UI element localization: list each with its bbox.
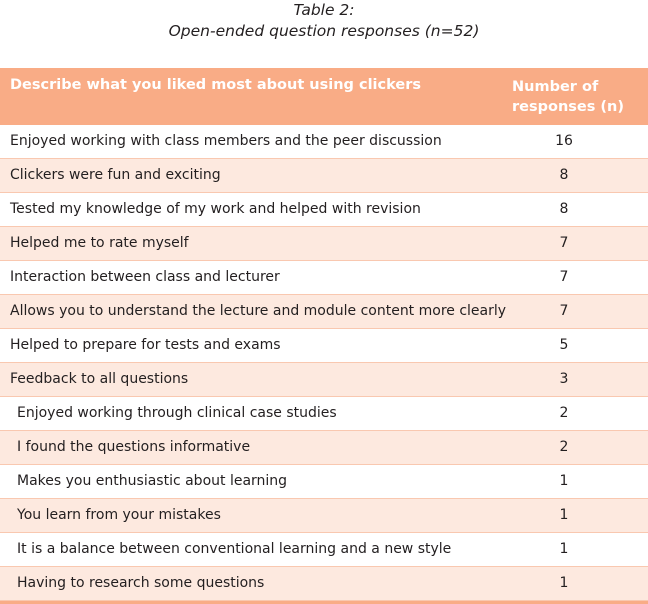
count-column-header — [512, 77, 624, 117]
row-count: 2 — [559, 405, 569, 421]
row-description: Tested my knowledge of my work and helped with revision — [10, 201, 421, 217]
row-description: Makes you enthusiastic about learning — [17, 473, 288, 489]
table-row — [0, 295, 648, 329]
row-count: 8 — [559, 167, 569, 183]
row-description: Clickers were fun and exciting — [10, 167, 221, 183]
responses-table — [0, 68, 648, 604]
row-count: 16 — [555, 133, 573, 149]
row-description: Enjoyed working through clinical case studies — [17, 405, 337, 421]
row-count: 7 — [559, 269, 569, 285]
row-count: 7 — [559, 303, 569, 319]
table-row — [0, 227, 648, 261]
table-row — [0, 329, 648, 363]
count-header-line2: responses (n) — [512, 99, 624, 115]
row-count: 8 — [559, 201, 569, 217]
table-row — [0, 125, 648, 159]
row-description: Allows you to understand the lecture and module content more clearly — [10, 303, 507, 319]
row-description: Feedback to all questions — [10, 371, 189, 387]
table-row — [0, 567, 648, 601]
table-row — [0, 465, 648, 499]
table-row — [0, 397, 648, 431]
table-row — [0, 159, 648, 193]
table-label: Table 2: — [293, 1, 355, 19]
table-row — [0, 533, 648, 567]
row-description: Enjoyed working with class members and the peer discussion — [10, 133, 442, 149]
row-count: 1 — [559, 473, 569, 489]
row-count: 7 — [559, 235, 569, 251]
row-count: 2 — [559, 439, 569, 455]
row-count: 1 — [559, 541, 569, 557]
table-row — [0, 363, 648, 397]
table-row — [0, 499, 648, 533]
table-row — [0, 431, 648, 465]
row-description: I found the questions informative — [17, 439, 251, 455]
row-count: 1 — [559, 507, 569, 523]
row-count: 5 — [559, 337, 569, 353]
count-header-line1: Number of — [512, 79, 599, 95]
row-count: 3 — [559, 371, 569, 387]
table-title: Open-ended question responses (n=52) — [168, 22, 480, 40]
row-description: Helped me to rate myself — [10, 235, 189, 251]
row-description: You learn from your mistakes — [17, 507, 221, 523]
row-count: 1 — [559, 575, 569, 591]
table-row — [0, 261, 648, 295]
description-column-header: Describe what you liked most about using clickers — [10, 77, 421, 93]
table-row — [0, 193, 648, 227]
row-description: It is a balance between conventional learning and a new style — [17, 541, 452, 557]
row-description: Helped to prepare for tests and exams — [10, 337, 281, 353]
table-header — [0, 68, 648, 125]
row-description: Interaction between class and lecturer — [10, 269, 280, 285]
row-description: Having to research some questions — [17, 575, 265, 591]
